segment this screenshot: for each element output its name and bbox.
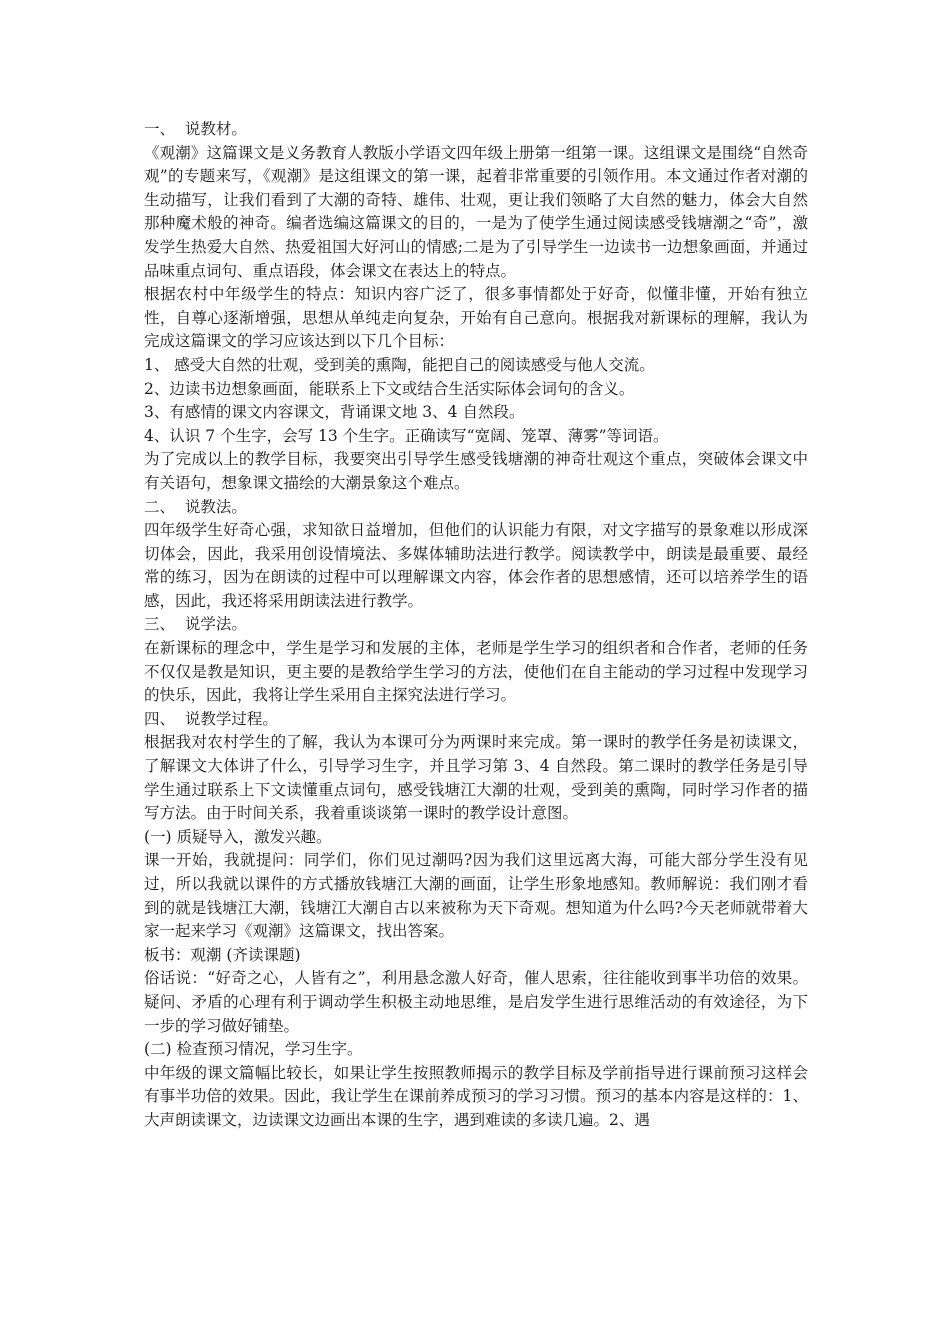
paragraph-teaching-process: 根据我对农村学生的了解，我认为本课可分为两课时来完成。第一课时的教学任务是初读课文，了解课文大体讲了什么，引导学习生字，并且学习第 3、4 自然段。第二课时的教学任务是引导学生通过联系上下文读懂重点词句，感受钱塘江大潮的壮观，受到美的熏陶，同时学习作者的描写方法。由于时间关系，我着重谈谈第一课时的教学设计意图。	[144, 733, 808, 823]
paragraph-student-characteristics: 根据农村中年级学生的特点：知识内容广泛了，很多事情都处于好奇，似懂非懂，开始有独立性，自尊心逐渐增强，思想从单纯走向复杂，开始有自己意向。根据我对新课标的理解，我认为完成这篇课文的学习应该达到以下几个目标：	[144, 285, 808, 351]
subheading-step-1: (一) 质疑导入，激发兴趣。	[144, 827, 332, 846]
goal-item-4: 4、认识 7 个生字，会写 13 个生字。正确读写“宽阔、笼罩、薄雾”等词语。	[144, 426, 669, 445]
paragraph-step-2: 中年级的课文篇幅比较长，如果让学生按照教师揭示的教学目标及学前指导进行课前预习这样会有事半功倍的效果。因此，我让学生在课前养成预习的学习习惯。预习的基本内容是这样的：1、大声朗读课文，边读课文边画出本课的生字，遇到难读的多读几遍。2、遇	[144, 1063, 808, 1129]
section-heading-teaching-process: 四、 说教学过程。	[144, 709, 278, 728]
paragraph-blackboard: 板书：观潮 (齐读课题)	[144, 945, 301, 964]
document-page	[144, 118, 808, 1133]
subheading-step-2: (二) 检查预习情况，学习生字。	[144, 1040, 363, 1059]
section-heading-textbook: 一、 说教材。	[144, 120, 247, 138]
paragraph-textbook-intro: 《观潮》这篇课文是义务教育人教版小学语文四年级上册第一组第一课。这组课文是围绕“自然奇观”的专题来写，《观潮》是这组课文的第一课，起着非常重要的引领作用。本文通过作者对潮的生动描写，让我们看到了大潮的奇特、雄伟、壮观，更让我们领略了大自然的魅力，体会大自然那种魔术般的神奇。编者选编这篇课文的目的，一是为了使学生通过阅读感受钱塘潮之“奇”，激发学生热爱大自然、热爱祖国大好河山的情感;二是为了引导学生一边读书一边想象画面，并通过品味重点词句、重点语段，体会课文在表达上的特点。	[144, 143, 808, 280]
section-heading-learning-method: 三、 说学法。	[144, 615, 247, 634]
paragraph-step-1: 课一开始，我就提问：同学们，你们见过潮吗?因为我们这里远离大海，可能大部分学生没有见过，所以我就以课件的方式播放钱塘江大潮的画面，让学生形象地感知。教师解说：我们刚才看到的就是钱塘江大潮，钱塘江大潮自古以来被称为天下奇观。想知道为什么吗?今天老师就带着大家一起来学习《观潮》这篇课文，找出答案。	[144, 851, 808, 941]
goal-item-2: 2、边读书边想象画面，能联系上下文或结合生活实际体会词句的含义。	[144, 379, 635, 398]
goal-item-1: 1、 感受大自然的壮观，受到美的熏陶，能把自己的阅读感受与他人交流。	[144, 355, 655, 374]
section-heading-teaching-method: 二、 说教法。	[144, 497, 247, 516]
paragraph-teaching-method: 四年级学生好奇心强，求知欲日益增加，但他们的认识能力有限，对文字描写的景象难以形成深切体会，因此，我采用创设情境法、多媒体辅助法进行教学。阅读教学中，朗读是最重要、最经常的练习，因为在朗读的过程中可以理解课文内容，体会作者的思想感情，还可以培养学生的语感，因此，我还将采用朗读法进行教学。	[144, 521, 808, 610]
paragraph-learning-method: 在新课标的理念中，学生是学习和发展的主体，老师是学生学习的组织者和合作者，老师的任务不仅仅是教是知识，更主要的是教给学生学习的方法，使他们在自主能动的学习过程中发现学习的快乐，因此，我将让学生采用自主探究法进行学习。	[144, 639, 808, 705]
paragraph-saying: 俗话说：“好奇之心，人皆有之”，利用悬念激人好奇，催人思索，往往能收到事半功倍的效果。疑问、矛盾的心理有利于调动学生积极主动地思维，是启发学生进行思维活动的有效途径，为下一步的学习做好铺垫。	[144, 969, 808, 1035]
goal-item-3: 3、有感情的课文内容课文，背诵课文地 3、4 自然段。	[144, 403, 525, 422]
paragraph-key-points: 为了完成以上的教学目标，我要突出引导学生感受钱塘潮的神奇壮观这个重点，突破体会课文中有关语句，想象课文描绘的大潮景象这个难点。	[144, 450, 808, 492]
